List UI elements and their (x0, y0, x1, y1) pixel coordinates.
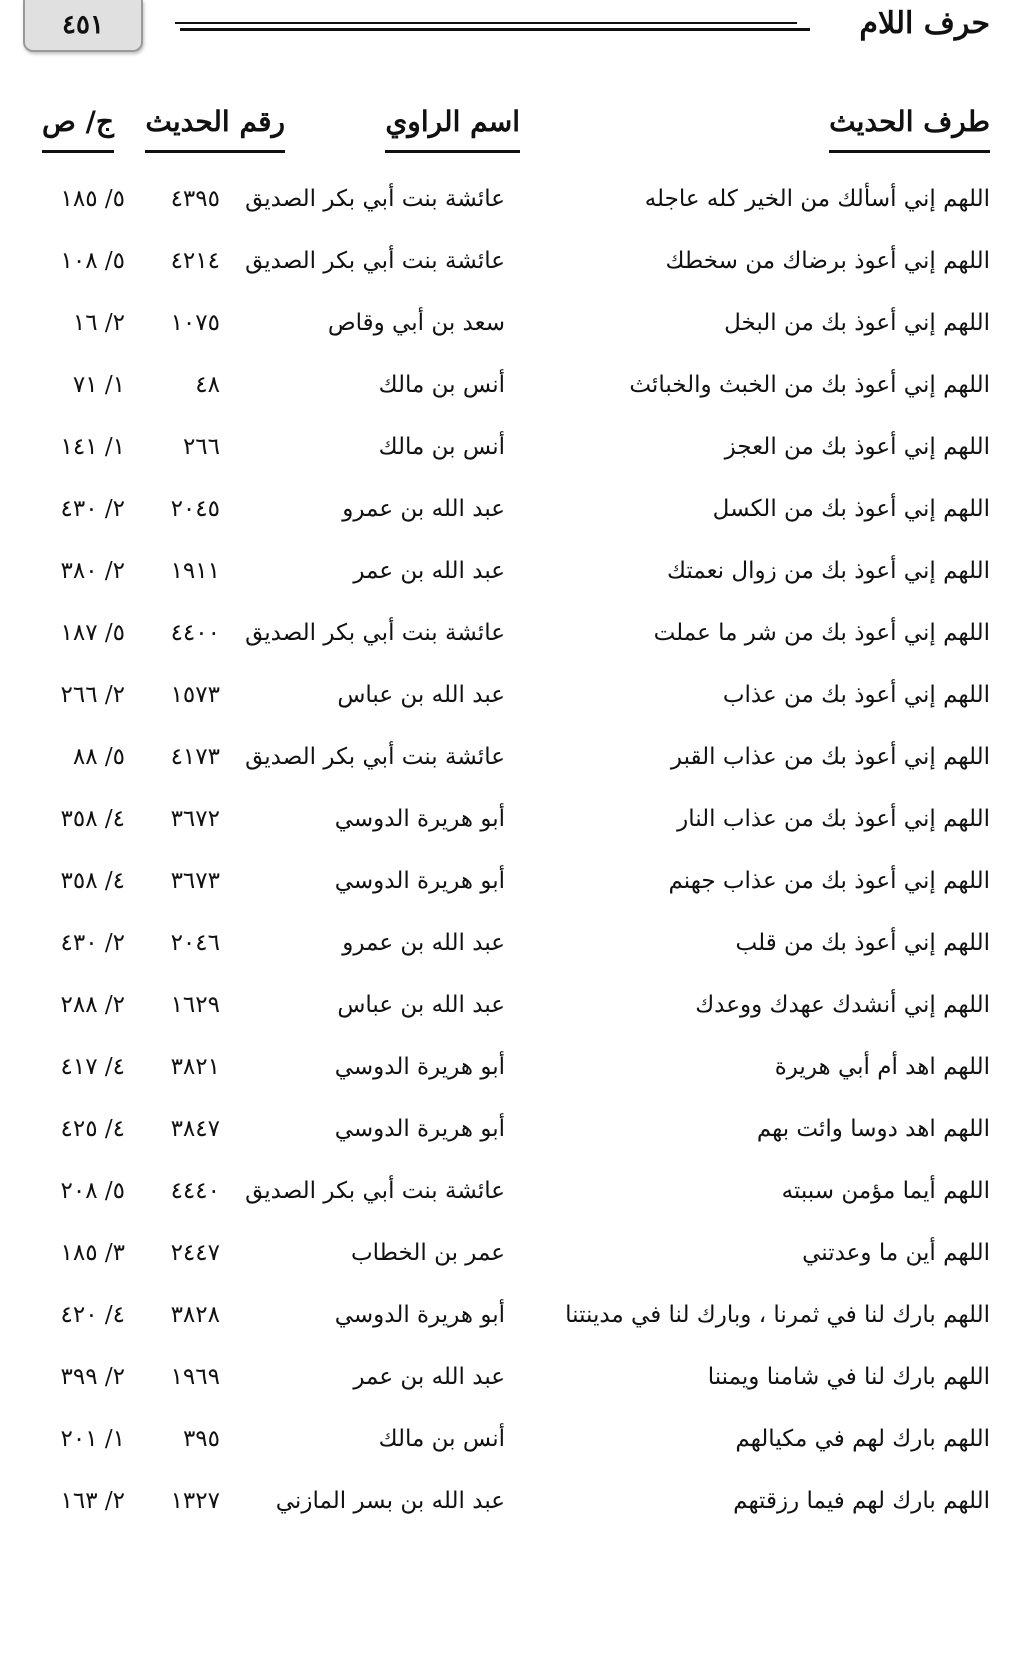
hadith-number: ٤٤٤٠ (170, 1178, 220, 1204)
narrator-name: سعد بن أبي وقاص (327, 310, 505, 336)
narrator-name: عائشة بنت أبي بكر الصديق (245, 248, 505, 274)
narrator-name: عبد الله بن عمرو (342, 930, 505, 956)
narrator-name: عبد الله بن بسر المازني (275, 1488, 505, 1514)
volume-page: ٤/ ٤١٧ (60, 1054, 125, 1080)
hadith-number: ٤٢١٤ (170, 248, 220, 274)
hadith-number: ١٩١١ (170, 558, 220, 584)
table-row (0, 1098, 1010, 1160)
volume-page: ٤/ ٤٢٠ (60, 1302, 125, 1328)
volume-page: ٢/ ٤٣٠ (60, 496, 125, 522)
hadith-text: اللهم إني أعوذ بك من قلب (735, 930, 990, 956)
hadith-text: اللهم إني أعوذ بك من البخل (724, 310, 990, 336)
hadith-text: اللهم إني أعوذ بك من زوال نعمتك (666, 558, 990, 584)
hadith-number: ٣٨٢١ (170, 1054, 220, 1080)
volume-page: ٤/ ٤٢٥ (60, 1116, 125, 1142)
narrator-name: أبو هريرة الدوسي (334, 868, 505, 894)
volume-page: ١/ ٧١ (72, 372, 125, 398)
narrator-name: عائشة بنت أبي بكر الصديق (245, 1178, 505, 1204)
hadith-text: اللهم بارك لنا في شامنا ويمننا (707, 1364, 990, 1390)
page-number: ٤٥١ (23, 0, 143, 52)
hadith-text: اللهم إني أنشدك عهدك ووعدك (695, 992, 990, 1018)
volume-page: ٣/ ١٨٥ (60, 1240, 125, 1266)
narrator-name: عمر بن الخطاب (350, 1240, 505, 1266)
hadith-number: ٤٨ (195, 372, 220, 398)
hadith-text: اللهم إني أعوذ بك من شر ما عملت (653, 620, 990, 646)
volume-page: ٢/ ٢٦٦ (60, 682, 125, 708)
hadith-number: ١٣٢٧ (170, 1488, 220, 1514)
narrator-name: عبد الله بن عمرو (342, 496, 505, 522)
hadith-text: اللهم إني أعوذ بك من عذاب النار (677, 806, 990, 832)
hadith-text: اللهم إني أعوذ بك من عذاب جهنم (668, 868, 990, 894)
hadith-text: اللهم إني أعوذ بك من عذاب (722, 682, 990, 708)
table-row (0, 1160, 1010, 1222)
narrator-name: أبو هريرة الدوسي (334, 1054, 505, 1080)
volume-page: ٥/ ١٠٨ (60, 248, 125, 274)
hadith-number: ٣٦٧٢ (170, 806, 220, 832)
hadith-number: ٢٤٤٧ (170, 1240, 220, 1266)
narrator-name: أنس بن مالك (378, 1426, 505, 1452)
table-row (0, 726, 1010, 788)
narrator-name: عبد الله بن عمر (353, 1364, 505, 1390)
hadith-number: ٢٠٤٥ (170, 496, 220, 522)
hadith-text: اللهم أين ما وعدتني (802, 1240, 990, 1266)
table-row (0, 974, 1010, 1036)
table-row (0, 540, 1010, 602)
narrator-name: عائشة بنت أبي بكر الصديق (245, 186, 505, 212)
hadith-number: ٣٨٤٧ (170, 1116, 220, 1142)
hadith-text: اللهم بارك لهم في مكيالهم (735, 1426, 990, 1452)
header-rule-thin (175, 22, 797, 24)
narrator-name: أبو هريرة الدوسي (334, 1116, 505, 1142)
table-row (0, 664, 1010, 726)
table-row (0, 1036, 1010, 1098)
table-row (0, 912, 1010, 974)
table-row (0, 416, 1010, 478)
volume-page: ٥/ ١٨٧ (60, 620, 125, 646)
volume-page: ٢/ ٢٨٨ (60, 992, 125, 1018)
table-row (0, 1222, 1010, 1284)
column-header-narrator: اسم الراوي (385, 100, 520, 153)
hadith-number: ٤٤٠٠ (170, 620, 220, 646)
column-header-volume-page: ج/ ص (42, 100, 114, 153)
volume-page: ٢/ ٤٣٠ (60, 930, 125, 956)
volume-page: ١/ ٢٠١ (60, 1426, 125, 1452)
column-header-number: رقم الحديث (145, 100, 285, 153)
hadith-number: ٢٦٦ (182, 434, 220, 460)
hadith-text: اللهم بارك لنا في ثمرنا ، وبارك لنا في مدينتنا (565, 1302, 990, 1328)
table-row (0, 1284, 1010, 1346)
volume-page: ٢/ ٣٨٠ (60, 558, 125, 584)
table-row (0, 1408, 1010, 1470)
hadith-number: ٣٩٥ (182, 1426, 220, 1452)
table-row (0, 168, 1010, 230)
narrator-name: أنس بن مالك (378, 434, 505, 460)
table-row (0, 1470, 1010, 1532)
hadith-text: اللهم أيما مؤمن سببته (781, 1178, 990, 1204)
table-row (0, 850, 1010, 912)
chapter-title: حرف اللام (859, 6, 990, 41)
narrator-name: عبد الله بن عمر (353, 558, 505, 584)
header-rule-thick (180, 28, 810, 31)
hadith-number: ٣٦٧٣ (170, 868, 220, 894)
volume-page: ٢/ ٣٩٩ (60, 1364, 125, 1390)
hadith-number: ١٩٦٩ (170, 1364, 220, 1390)
hadith-text: اللهم إني أعوذ بك من عذاب القبر (670, 744, 990, 770)
volume-page: ١/ ١٤١ (60, 434, 125, 460)
hadith-text: اللهم إني أعوذ بك من الكسل (712, 496, 990, 522)
hadith-number: ٤١٧٣ (170, 744, 220, 770)
hadith-number: ١٠٧٥ (170, 310, 220, 336)
table-row (0, 602, 1010, 664)
narrator-name: عائشة بنت أبي بكر الصديق (245, 744, 505, 770)
table-row (0, 230, 1010, 292)
volume-page: ٥/ ٢٠٨ (60, 1178, 125, 1204)
table-row (0, 1346, 1010, 1408)
volume-page: ٢/ ١٦٣ (60, 1488, 125, 1514)
hadith-text: اللهم إني أعوذ بك من الخبث والخبائث (629, 372, 990, 398)
narrator-name: عبد الله بن عباس (337, 682, 505, 708)
hadith-text: اللهم بارك لهم فيما رزقتهم (733, 1488, 990, 1514)
volume-page: ٢/ ١٦ (72, 310, 125, 336)
index-table (0, 168, 1010, 1532)
hadith-number: ١٥٧٣ (170, 682, 220, 708)
table-row (0, 354, 1010, 416)
narrator-name: عبد الله بن عباس (337, 992, 505, 1018)
hadith-text: اللهم اهد أم أبي هريرة (774, 1054, 990, 1080)
hadith-number: ٤٣٩٥ (170, 186, 220, 212)
hadith-number: ٢٠٤٦ (170, 930, 220, 956)
narrator-name: عائشة بنت أبي بكر الصديق (245, 620, 505, 646)
table-row (0, 478, 1010, 540)
narrator-name: أبو هريرة الدوسي (334, 806, 505, 832)
page-header (0, 0, 1010, 60)
hadith-number: ٣٨٢٨ (170, 1302, 220, 1328)
column-header-hadith: طرف الحديث (829, 100, 990, 153)
table-row (0, 788, 1010, 850)
volume-page: ٥/ ٨٨ (72, 744, 125, 770)
hadith-text: اللهم إني أعوذ برضاك من سخطك (665, 248, 990, 274)
narrator-name: أنس بن مالك (378, 372, 505, 398)
hadith-text: اللهم إني أسألك من الخير كله عاجله (644, 186, 990, 212)
table-row (0, 292, 1010, 354)
narrator-name: أبو هريرة الدوسي (334, 1302, 505, 1328)
volume-page: ٤/ ٣٥٨ (60, 868, 125, 894)
volume-page: ٥/ ١٨٥ (60, 186, 125, 212)
volume-page: ٤/ ٣٥٨ (60, 806, 125, 832)
hadith-number: ١٦٢٩ (170, 992, 220, 1018)
hadith-text: اللهم إني أعوذ بك من العجز (724, 434, 990, 460)
hadith-text: اللهم اهد دوسا وائت بهم (756, 1116, 990, 1142)
table-header (0, 100, 1010, 160)
